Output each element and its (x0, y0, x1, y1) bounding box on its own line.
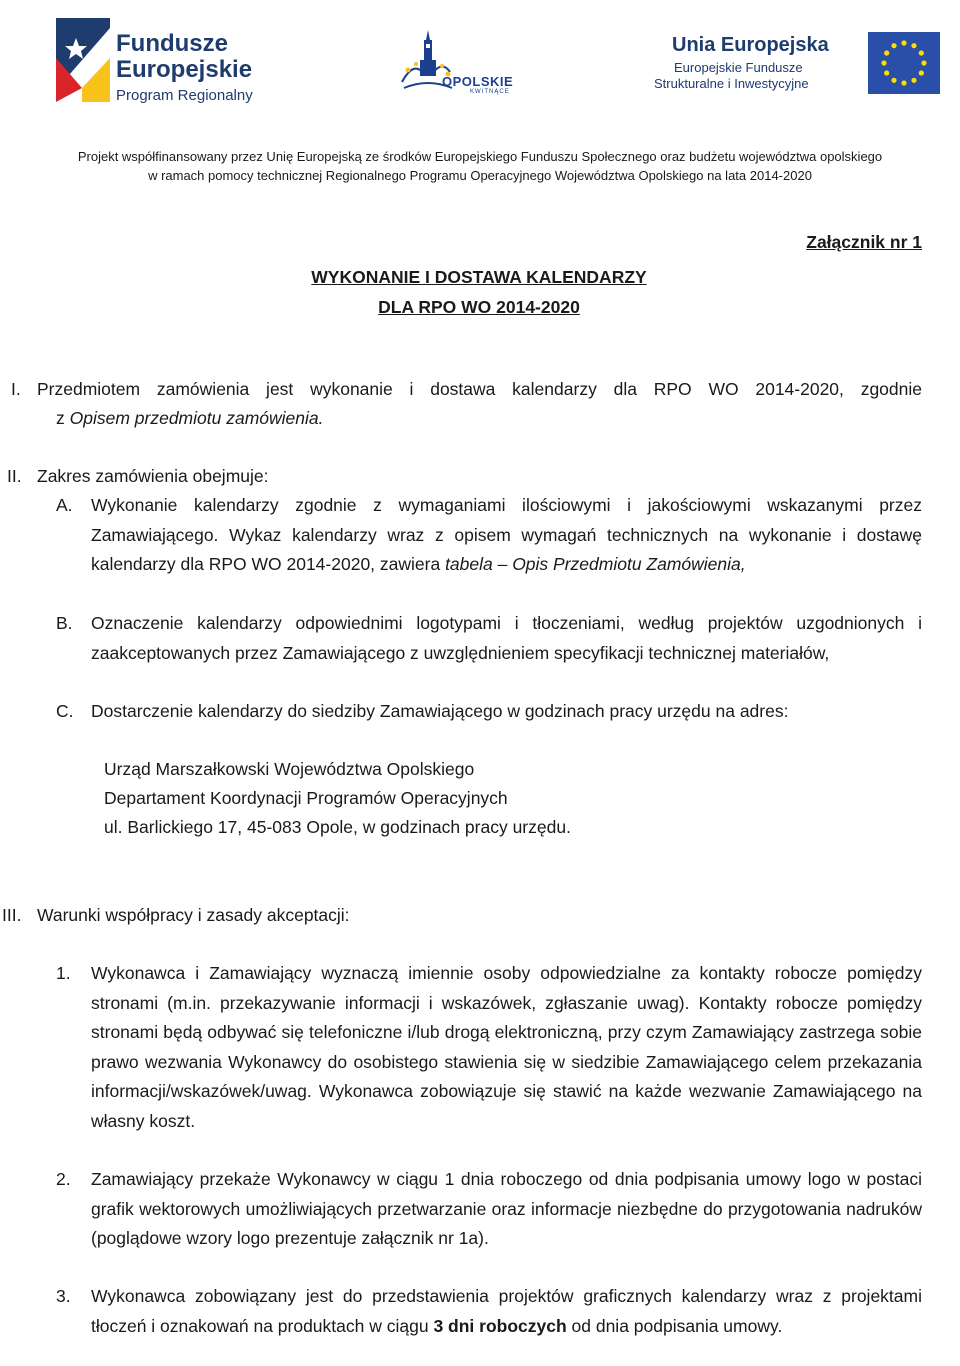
section1-marker: I. (11, 379, 21, 399)
ue-logo-line2: Europejskie Fundusze (674, 60, 803, 75)
section3-item1-marker: 1. (56, 963, 71, 983)
opolskie-logo-subtext: KWITNĄCE (470, 89, 510, 95)
fe-logo-line1: Fundusze (116, 30, 228, 57)
section2-a-text (91, 491, 922, 580)
section2-marker: II. (7, 466, 22, 486)
section2-c-marker: C. (56, 701, 74, 721)
section3-item3-marker: 3. (56, 1286, 71, 1306)
section2-heading: Zakres zamówienia obejmuje: (37, 466, 269, 486)
header-logos (0, 0, 960, 130)
section1-line1: Przedmiotem zamówienia jest wykonanie i dostawa kalendarzy dla RPO WO 2014-2020, zgodnie (37, 379, 922, 399)
fe-flag-icon (52, 18, 114, 102)
address-line3: ul. Barlickiego 17, 45-083 Opole, w godzinach pracy urzędu. (104, 817, 571, 837)
fundusze-europejskie-logo (52, 18, 272, 102)
fe-logo-line2: Europejskie (116, 56, 253, 83)
section3-item3-text (91, 1282, 922, 1341)
section3-item2-text: Zamawiający przekaże Wykonawcy w ciągu 1 dnia roboczego od dnia podpisania umowy logo w postaci grafik wektorowych umożliwiających przetwarzanie oraz informacje niezbędne do przygotowania nadruków (poglądowe wzory logo prezentuje załącznik nr 1a). (91, 1169, 922, 1248)
title-line2: DLA RPO WO 2014-2020 (378, 297, 580, 317)
annex-label: Załącznik nr 1 (806, 232, 922, 252)
ue-logo-line1: Unia Europejska (672, 34, 829, 56)
section2-a-body: Wykonanie kalendarzy zgodnie z wymaganiami ilościowymi i jakościowymi wskazanymi przez Zamawiającego. Wykaz kalendarzy wraz z opisem wymagań technicznych na wykonanie i dostawę kalendarzy dla RPO WO 2014-2020, zawiera (91, 495, 922, 574)
section3-item3-before: Wykonawca zobowiązany jest do przedstawienia projektów graficznych kalendarzy wraz z projektami tłoczeń i oznakowań na produktach w ciągu (91, 1286, 922, 1336)
section3-item3-after: od dnia podpisania umowy. (566, 1315, 783, 1336)
section1-line2-prefix: z (56, 408, 70, 428)
eu-flag-icon (868, 32, 940, 94)
section3-marker: III. (2, 905, 22, 925)
section3-item2-marker: 2. (56, 1169, 71, 1189)
section2-b-text: Oznaczenie kalendarzy odpowiednimi logotypami i tłoczeniami, według projektów uzgodnionych i zaakceptowanych przez Zamawiającego z uwzględnieniem specyfikacji technicznej materiałów, (91, 613, 922, 663)
opolskie-logo (398, 30, 514, 96)
opolskie-logo-text: OPOLSKIE (442, 74, 514, 89)
section2-a-italic: tabela – Opis Przedmiotu Zamówienia, (445, 554, 746, 574)
address-line2: Departament Koordynacji Programów Operacyjnych (104, 788, 508, 808)
section2-c-text: Dostarczenie kalendarzy do siedziby Zamawiającego w godzinach pracy urzędu na adres: (91, 701, 789, 721)
fe-logo-text (116, 32, 253, 103)
section3-heading: Warunki współpracy i zasady akceptacji: (37, 905, 350, 925)
title-line1: WYKONANIE I DOSTAWA KALENDARZY (311, 267, 647, 287)
section2-b-marker: B. (56, 613, 73, 633)
cofinancing-note (0, 147, 960, 185)
fe-logo-line3: Program Regionalny (116, 87, 253, 104)
ue-logo-line3: Strukturalne i Inwestycyjne (654, 76, 809, 91)
section2-a-marker: A. (56, 495, 73, 515)
document-title (260, 262, 698, 322)
cofinancing-line1: Projekt współfinansowany przez Unię Europejską ze środków Europejskiego Funduszu Społecznego oraz budżetu województwa opolskiego (77, 149, 883, 164)
section1-line2-italic: Opisem przedmiotu zamówienia. (69, 408, 324, 428)
unia-europejska-logo (654, 30, 944, 96)
section3-item3-bold: 3 dni roboczych (433, 1315, 567, 1336)
section3-item1-text: Wykonawca i Zamawiający wyznaczą imiennie osoby odpowiedzialne za kontakty robocze pomiędzy stronami (m.in. przekazywanie informacji i wskazówek, zgłaszanie uwag). Kontakty robocze pomiędzy stronami będą odbywać się telefoniczne i/lub drogą elektroniczną, przy czym Zamawiający zastrzega sobie prawo wezwania Wykonawcy do osobistego stawienia się w siedzibie Zamawiającego celem przekazania informacji/wskazówek/uwag. Wykonawca zobowiązuje się stawić na każde wezwanie Zamawiającego na własny koszt. (91, 963, 922, 1131)
section1-line2 (56, 404, 323, 434)
address-line1: Urząd Marszałkowski Województwa Opolskiego (104, 759, 475, 779)
cofinancing-line2: w ramach pomocy technicznej Regionalnego Programu Operacyjnego Województwa Opolskiego na lata 2014-2020 (148, 168, 812, 183)
